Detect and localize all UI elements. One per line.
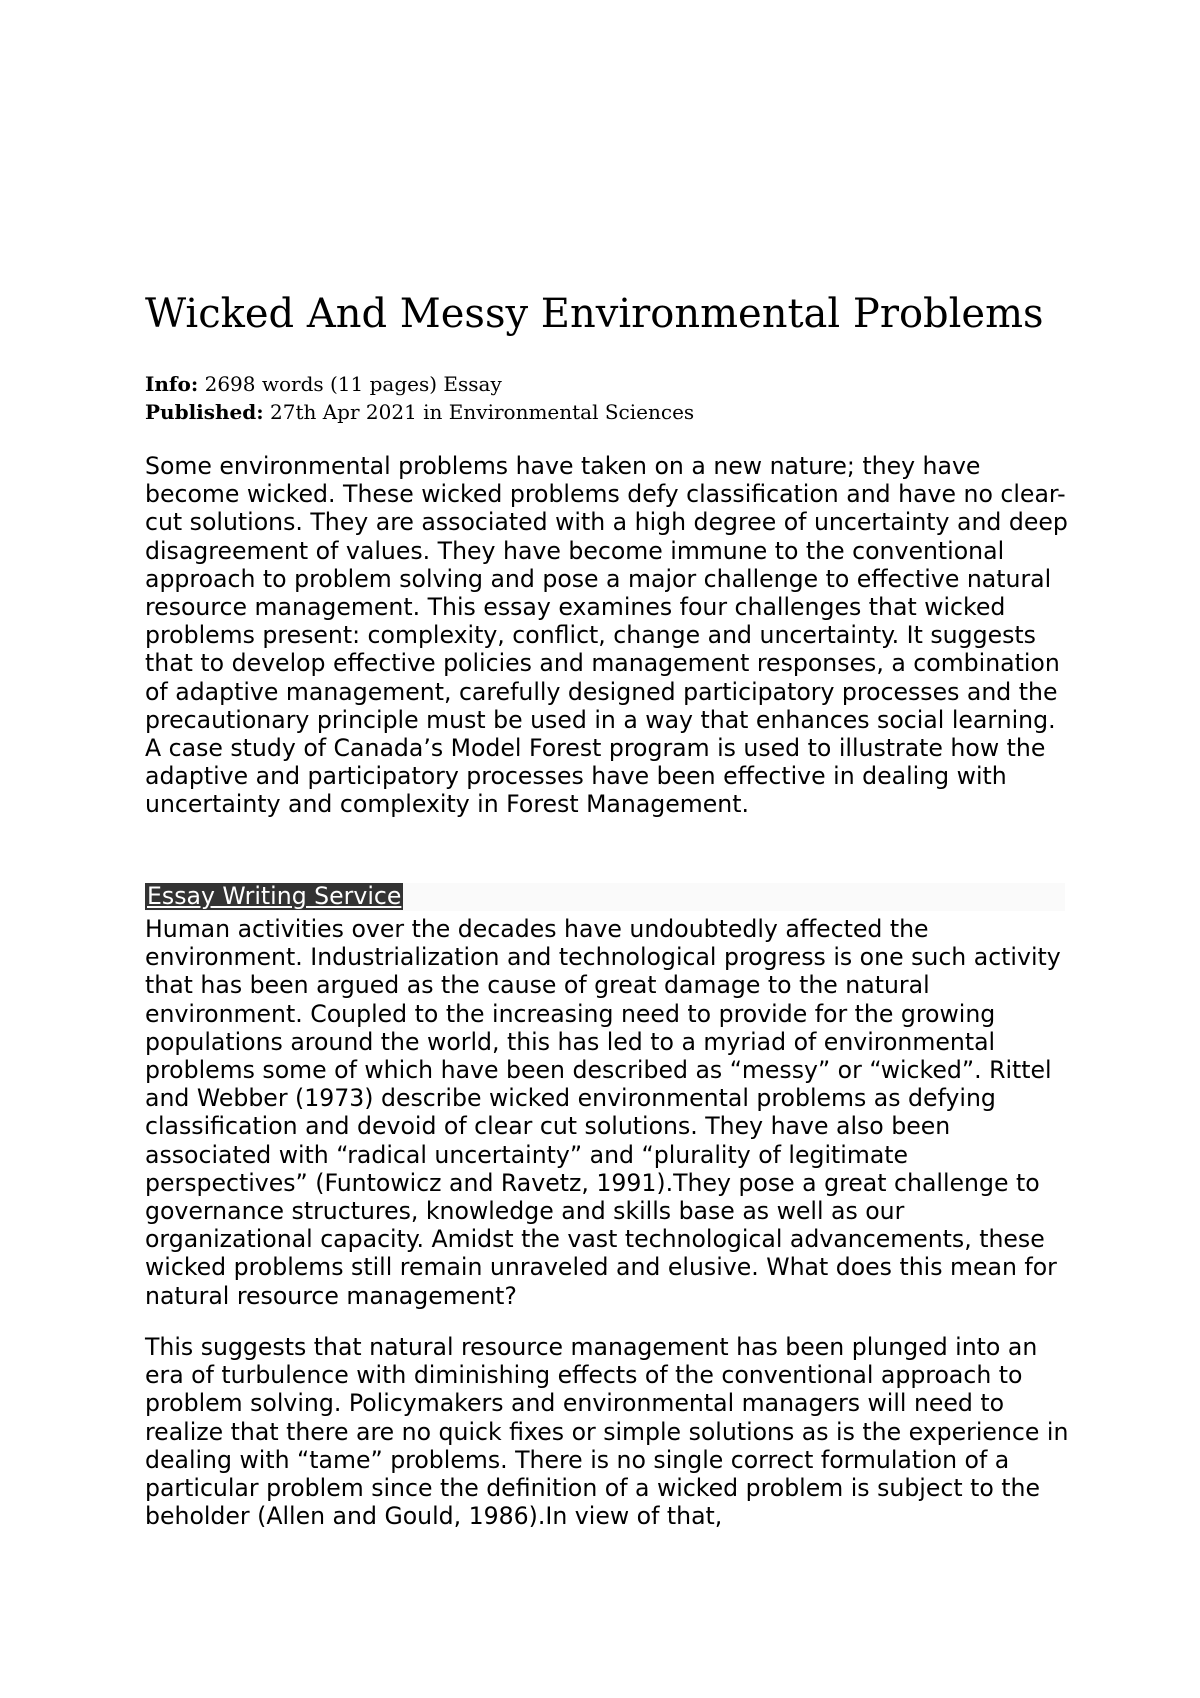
published-value: 27th Apr 2021 in Environmental Sciences <box>270 400 695 424</box>
second-paragraph: This suggests that natural resource management has been plunged into an era of turbulence with diminishing effects of the conventional approach to problem solving. Policymakers and environmental managers will need to realize that there are no quick fixes or simple solutions as is the experience in dealing with “tame” problems. There is no single correct formulation of a particular problem since the definition of a wicked problem is subject to the beholder (Allen and Gould, 1986).In view of that, <box>145 1333 1069 1531</box>
essay-title: Wicked And Messy Environmental Problems <box>145 291 1044 337</box>
intro-paragraph: Human activities over the decades have undoubtedly affected the environment. Industrialization and technological progress is one such activity that has been argued as the cause of great damage to the natural environment. Coupled to the increasing need to provide for the growing populations around the world, this has led to a myriad of environmental problems some of which have been described as “messy” or “wicked”. Rittel and Webber (1973) describe wicked environmental problems as defying classification and devoid of clear cut solutions. They have also been associated with “radical uncertainty” and “plurality of legitimate perspectives” (Funtowicz and Ravetz, 1991).They pose a great challenge to governance structures, knowledge and skills base as well as our organizational capacity. Amidst the vast technological advancements, these wicked problems still remain unraveled and elusive. What does this mean for natural resource management? <box>145 915 1061 1310</box>
essay-writing-service-banner <box>145 883 1065 911</box>
abstract-paragraph: Some environmental problems have taken on a new nature; they have become wicked. These wicked problems defy classification and have no clear-cut solutions. They are associated with a high degree of uncertainty and deep disagreement of values. They have become immune to the conventional approach to problem solving and pose a major challenge to effective natural resource management. This essay examines four challenges that wicked problems present: complexity, conflict, change and uncertainty. It suggests that to develop effective policies and management responses, a combination of adaptive management, carefully designed participatory processes and the precautionary principle must be used in a way that enhances social learning. A case study of Canada’s Model Forest program is used to illustrate how the adaptive and participatory processes have been effective in dealing with uncertainty and complexity in Forest Management. <box>145 452 1068 819</box>
info-label: Info: <box>145 372 199 396</box>
published-label: Published: <box>145 400 264 424</box>
essay-metadata <box>145 370 694 426</box>
info-line <box>145 370 694 398</box>
info-value: 2698 words (11 pages) Essay <box>204 372 502 396</box>
published-line <box>145 398 694 426</box>
essay-writing-service-link[interactable]: Essay Writing Service <box>147 882 402 910</box>
